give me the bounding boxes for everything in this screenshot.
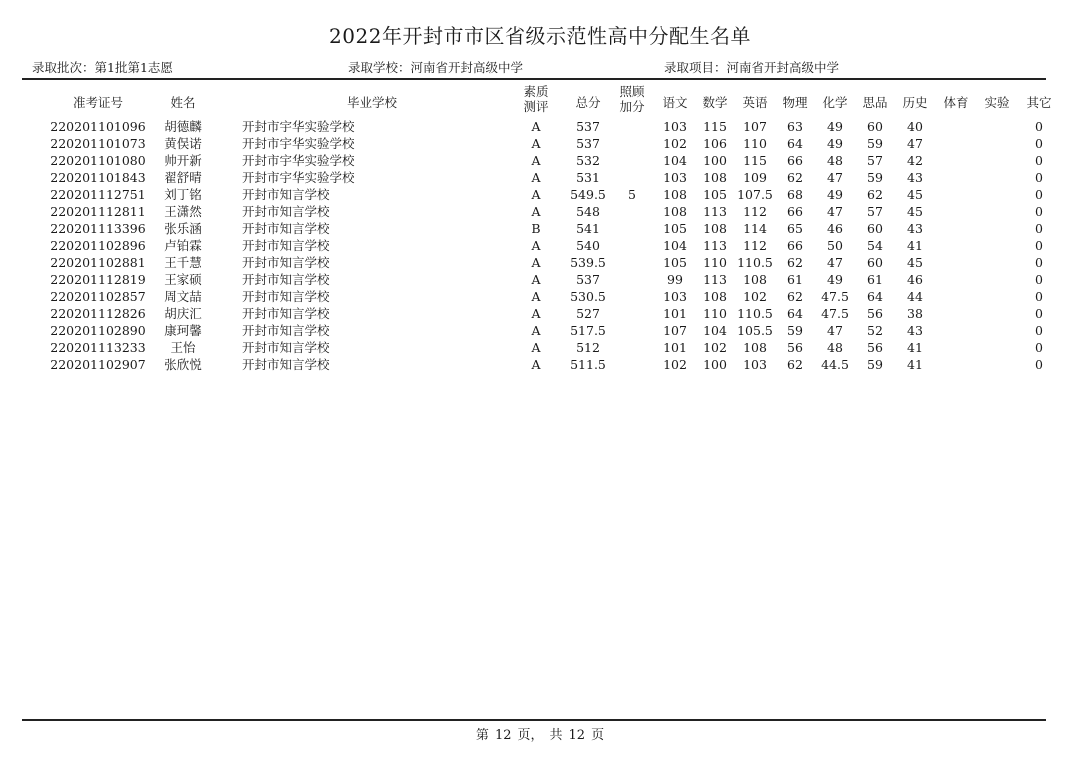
cell-school: 开封市知言学校 [242, 238, 330, 253]
cell-politics: 57 [867, 204, 883, 219]
cell-name: 刘丁铭 [164, 187, 202, 202]
cell-history: 45 [907, 187, 923, 202]
cell-school: 开封市知言学校 [242, 272, 330, 287]
cell-english: 108 [743, 272, 767, 287]
cell-chemistry: 47 [827, 204, 843, 219]
cell-school: 开封市知言学校 [242, 357, 330, 372]
cell-quality: A [531, 340, 541, 355]
cell-chinese: 108 [663, 204, 687, 219]
col-header-chinese: 语文 [662, 95, 688, 110]
cell-school: 开封市知言学校 [242, 323, 330, 338]
cell-english: 102 [743, 289, 767, 304]
table-row [0, 339, 1080, 356]
cell-other: 0 [1035, 204, 1043, 219]
cell-total: 537 [576, 119, 600, 134]
cell-chemistry: 48 [827, 153, 843, 168]
cell-bonus: 5 [628, 187, 636, 202]
table-row [0, 186, 1080, 203]
table-row [0, 356, 1080, 373]
cell-math: 110 [703, 255, 727, 270]
cell-name: 帅开新 [164, 153, 202, 168]
footer-di: 第 [475, 728, 489, 743]
cell-english: 107.5 [737, 187, 773, 202]
cell-english: 114 [743, 221, 767, 236]
cell-math: 108 [703, 170, 727, 185]
cell-english: 103 [743, 357, 767, 372]
cell-politics: 62 [867, 187, 883, 202]
cell-chemistry: 50 [827, 238, 843, 253]
table-header [0, 84, 1080, 116]
cell-id: 220201102907 [50, 357, 146, 372]
table-row [0, 237, 1080, 254]
col-header-id: 准考证号 [72, 95, 123, 110]
cell-id: 220201102881 [50, 255, 146, 270]
table-row [0, 305, 1080, 322]
col-header-total: 总分 [575, 95, 601, 110]
cell-politics: 61 [867, 272, 883, 287]
cell-school: 开封市宇华实验学校 [242, 153, 355, 168]
cell-math: 108 [703, 221, 727, 236]
cell-english: 107 [743, 119, 767, 134]
cell-name: 王家硕 [164, 272, 202, 287]
cell-history: 40 [907, 119, 923, 134]
col-header-quality [518, 84, 554, 114]
col-header-politics: 思品 [862, 95, 888, 110]
cell-other: 0 [1035, 136, 1043, 151]
cell-total: 532 [576, 153, 600, 168]
cell-history: 41 [907, 238, 923, 253]
cell-other: 0 [1035, 306, 1043, 321]
cell-chinese: 103 [663, 119, 687, 134]
cell-politics: 64 [867, 289, 883, 304]
table-row [0, 169, 1080, 186]
cell-english: 110.5 [737, 306, 773, 321]
cell-physics: 61 [787, 272, 803, 287]
footer-page-number: 12 [494, 728, 512, 743]
cell-id: 220201101073 [50, 136, 146, 151]
cell-total: 537 [576, 136, 600, 151]
cell-school: 开封市知言学校 [242, 187, 330, 202]
cell-quality: A [531, 289, 541, 304]
cell-school: 开封市宇华实验学校 [242, 170, 355, 185]
cell-id: 220201112751 [50, 187, 146, 202]
cell-other: 0 [1035, 170, 1043, 185]
col-header-bonus-line1: 照顾 [619, 84, 645, 99]
cell-id: 220201112826 [50, 306, 146, 321]
cell-english: 108 [743, 340, 767, 355]
col-header-english: 英语 [742, 95, 768, 110]
cell-math: 108 [703, 289, 727, 304]
cell-chemistry: 49 [827, 136, 843, 151]
col-header-pe: 体育 [943, 95, 969, 110]
cell-total: 539.5 [570, 255, 606, 270]
cell-other: 0 [1035, 357, 1043, 372]
cell-quality: A [531, 119, 541, 134]
col-header-name: 姓名 [170, 95, 196, 110]
cell-other: 0 [1035, 187, 1043, 202]
cell-other: 0 [1035, 153, 1043, 168]
cell-chemistry: 47 [827, 170, 843, 185]
cell-history: 45 [907, 255, 923, 270]
cell-history: 41 [907, 340, 923, 355]
cell-school: 开封市知言学校 [242, 255, 330, 270]
footer-total-pages: 12 [568, 728, 586, 743]
cell-physics: 64 [787, 306, 803, 321]
cell-id: 220201102857 [50, 289, 146, 304]
cell-total: 512 [576, 340, 600, 355]
cell-other: 0 [1035, 272, 1043, 287]
cell-politics: 56 [867, 340, 883, 355]
col-header-quality-line2: 测评 [523, 99, 549, 114]
cell-politics: 60 [867, 255, 883, 270]
col-header-bonus [614, 84, 650, 114]
cell-english: 109 [743, 170, 767, 185]
cell-school: 开封市知言学校 [242, 289, 330, 304]
cell-politics: 59 [867, 136, 883, 151]
cell-other: 0 [1035, 323, 1043, 338]
cell-id: 220201113233 [50, 340, 146, 355]
cell-chemistry: 49 [827, 119, 843, 134]
cell-chinese: 102 [663, 357, 687, 372]
cell-english: 115 [743, 153, 767, 168]
cell-total: 548 [576, 204, 600, 219]
cell-name: 胡庆汇 [164, 306, 202, 321]
cell-total: 511.5 [570, 357, 606, 372]
cell-name: 张欣悦 [164, 357, 202, 372]
cell-chinese: 108 [663, 187, 687, 202]
cell-school: 开封市知言学校 [242, 306, 330, 321]
table-row [0, 254, 1080, 271]
col-header-physics: 物理 [782, 95, 808, 110]
cell-history: 38 [907, 306, 923, 321]
cell-history: 43 [907, 323, 923, 338]
cell-history: 41 [907, 357, 923, 372]
cell-total: 517.5 [570, 323, 606, 338]
header-divider [22, 78, 1046, 80]
cell-other: 0 [1035, 289, 1043, 304]
table-row [0, 288, 1080, 305]
cell-politics: 57 [867, 153, 883, 168]
cell-chinese: 104 [663, 238, 687, 253]
cell-id: 220201102896 [50, 238, 146, 253]
cell-quality: A [531, 187, 541, 202]
cell-chinese: 107 [663, 323, 687, 338]
cell-school: 开封市知言学校 [242, 221, 330, 236]
cell-quality: A [531, 306, 541, 321]
cell-total: 549.5 [570, 187, 606, 202]
cell-chemistry: 44.5 [821, 357, 849, 372]
cell-history: 44 [907, 289, 923, 304]
cell-total: 540 [576, 238, 600, 253]
cell-id: 220201112819 [50, 272, 146, 287]
col-header-other: 其它 [1026, 95, 1052, 110]
cell-school: 开封市知言学校 [242, 204, 330, 219]
footer-ye: 页， [517, 728, 544, 743]
cell-politics: 52 [867, 323, 883, 338]
cell-other: 0 [1035, 340, 1043, 355]
cell-quality: A [531, 272, 541, 287]
cell-name: 黄俣诺 [164, 136, 202, 151]
cell-physics: 66 [787, 153, 803, 168]
col-header-history: 历史 [902, 95, 928, 110]
cell-chinese: 101 [663, 340, 687, 355]
col-header-math: 数学 [702, 95, 728, 110]
footer-gong: 共 [549, 728, 563, 743]
table-row [0, 118, 1080, 135]
table-row [0, 135, 1080, 152]
cell-other: 0 [1035, 255, 1043, 270]
cell-politics: 59 [867, 357, 883, 372]
cell-chinese: 99 [667, 272, 683, 287]
cell-name: 周文喆 [164, 289, 202, 304]
table-row [0, 271, 1080, 288]
cell-quality: A [531, 255, 541, 270]
cell-politics: 59 [867, 170, 883, 185]
cell-chinese: 103 [663, 289, 687, 304]
cell-chinese: 105 [663, 221, 687, 236]
cell-politics: 60 [867, 221, 883, 236]
cell-chemistry: 48 [827, 340, 843, 355]
cell-english: 112 [743, 238, 767, 253]
cell-chemistry: 49 [827, 187, 843, 202]
cell-physics: 66 [787, 204, 803, 219]
cell-total: 537 [576, 272, 600, 287]
cell-id: 220201101080 [50, 153, 146, 168]
admission-school: 录取学校：河南省开封高级中学 [348, 60, 524, 75]
cell-school: 开封市宇华实验学校 [242, 136, 355, 151]
cell-physics: 62 [787, 170, 803, 185]
cell-name: 张乐涵 [164, 221, 202, 236]
cell-physics: 64 [787, 136, 803, 151]
cell-name: 王潇然 [164, 204, 202, 219]
cell-quality: A [531, 323, 541, 338]
cell-chinese: 101 [663, 306, 687, 321]
cell-history: 43 [907, 170, 923, 185]
cell-quality: B [531, 221, 541, 236]
cell-chinese: 103 [663, 170, 687, 185]
cell-name: 翟舒晴 [164, 170, 202, 185]
cell-history: 47 [907, 136, 923, 151]
cell-id: 220201112811 [50, 204, 146, 219]
cell-chemistry: 47.5 [821, 306, 849, 321]
admission-batch: 录取批次：第1批第1志愿 [32, 60, 173, 75]
cell-chemistry: 46 [827, 221, 843, 236]
cell-chemistry: 47.5 [821, 289, 849, 304]
cell-math: 115 [703, 119, 727, 134]
cell-physics: 65 [787, 221, 803, 236]
cell-school: 开封市宇华实验学校 [242, 119, 355, 134]
cell-math: 104 [703, 323, 727, 338]
cell-physics: 56 [787, 340, 803, 355]
col-header-bonus-line2: 加分 [619, 99, 645, 114]
cell-total: 531 [576, 170, 600, 185]
cell-school: 开封市知言学校 [242, 340, 330, 355]
cell-physics: 62 [787, 357, 803, 372]
cell-chinese: 102 [663, 136, 687, 151]
cell-quality: A [531, 238, 541, 253]
cell-physics: 59 [787, 323, 803, 338]
col-header-lab: 实验 [984, 95, 1010, 110]
cell-math: 100 [703, 153, 727, 168]
cell-math: 113 [703, 272, 727, 287]
cell-politics: 54 [867, 238, 883, 253]
cell-name: 康珂馨 [164, 323, 202, 338]
cell-total: 530.5 [570, 289, 606, 304]
cell-history: 46 [907, 272, 923, 287]
table-row [0, 322, 1080, 339]
cell-name: 王千慧 [164, 255, 202, 270]
cell-physics: 68 [787, 187, 803, 202]
cell-politics: 56 [867, 306, 883, 321]
cell-chemistry: 49 [827, 272, 843, 287]
cell-quality: A [531, 357, 541, 372]
cell-math: 113 [703, 238, 727, 253]
col-header-chemistry: 化学 [822, 95, 848, 110]
footer-divider [22, 719, 1046, 721]
cell-total: 527 [576, 306, 600, 321]
cell-quality: A [531, 136, 541, 151]
cell-total: 541 [576, 221, 600, 236]
cell-chemistry: 47 [827, 323, 843, 338]
cell-quality: A [531, 170, 541, 185]
cell-id: 220201101843 [50, 170, 146, 185]
cell-math: 100 [703, 357, 727, 372]
cell-english: 105.5 [737, 323, 773, 338]
cell-name: 胡德麟 [164, 119, 202, 134]
col-header-school: 毕业学校 [346, 95, 397, 110]
cell-other: 0 [1035, 238, 1043, 253]
cell-name: 王怡 [170, 340, 196, 355]
cell-math: 106 [703, 136, 727, 151]
cell-history: 42 [907, 153, 923, 168]
cell-physics: 62 [787, 289, 803, 304]
cell-physics: 66 [787, 238, 803, 253]
cell-chinese: 105 [663, 255, 687, 270]
cell-chemistry: 47 [827, 255, 843, 270]
table-row [0, 220, 1080, 237]
footer-ye2: 页 [591, 728, 605, 743]
cell-physics: 63 [787, 119, 803, 134]
col-header-quality-line1: 素质 [523, 84, 549, 99]
cell-history: 45 [907, 204, 923, 219]
cell-history: 43 [907, 221, 923, 236]
cell-chinese: 104 [663, 153, 687, 168]
cell-physics: 62 [787, 255, 803, 270]
cell-other: 0 [1035, 221, 1043, 236]
cell-math: 113 [703, 204, 727, 219]
cell-id: 220201101096 [50, 119, 146, 134]
cell-quality: A [531, 204, 541, 219]
cell-id: 220201102890 [50, 323, 146, 338]
page-title: 2022年开封市市区省级示范性高中分配生名单 [329, 24, 751, 48]
cell-math: 102 [703, 340, 727, 355]
cell-english: 110.5 [737, 255, 773, 270]
table-row [0, 152, 1080, 169]
cell-name: 卢铂霖 [164, 238, 202, 253]
table-row [0, 203, 1080, 220]
cell-english: 110 [743, 136, 767, 151]
cell-math: 105 [703, 187, 727, 202]
admission-project: 录取项目：河南省开封高级中学 [664, 60, 840, 75]
cell-other: 0 [1035, 119, 1043, 134]
cell-id: 220201113396 [50, 221, 146, 236]
page-footer [0, 724, 1080, 743]
cell-english: 112 [743, 204, 767, 219]
cell-math: 110 [703, 306, 727, 321]
cell-politics: 60 [867, 119, 883, 134]
cell-quality: A [531, 153, 541, 168]
